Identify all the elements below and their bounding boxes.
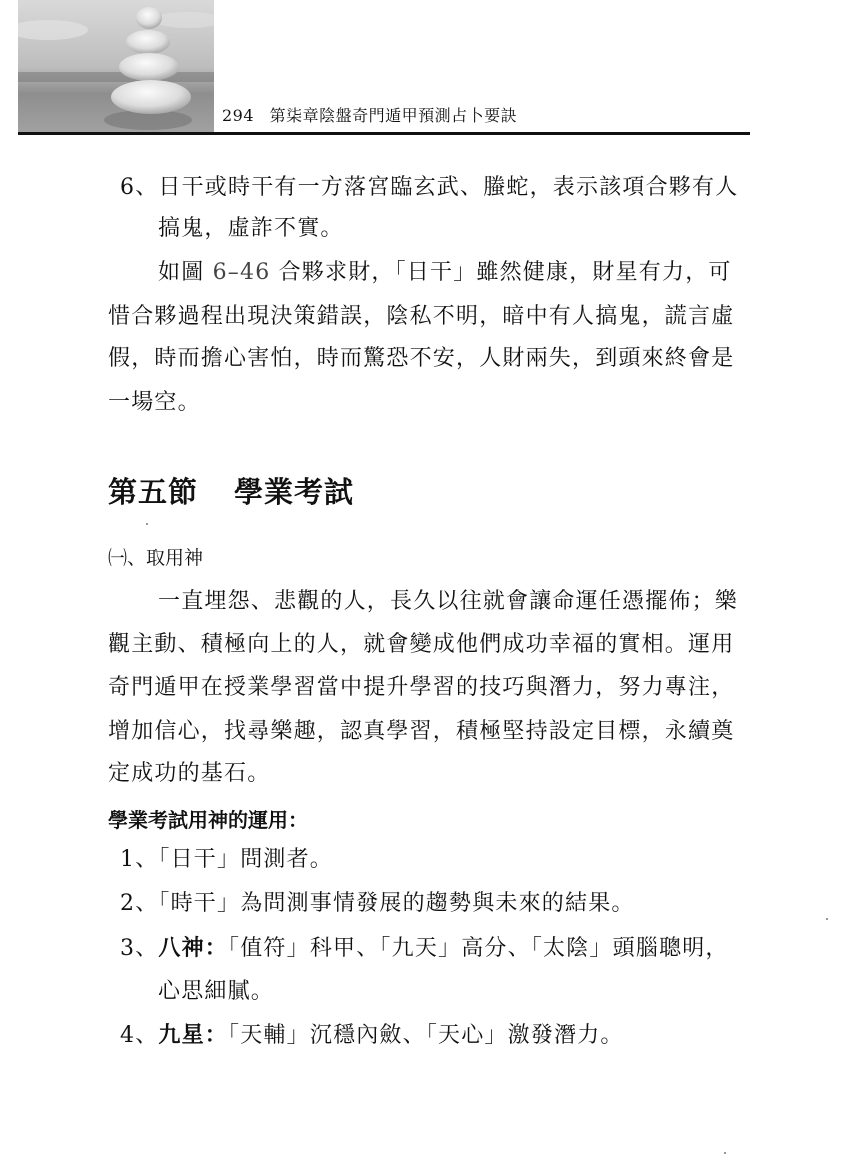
- list-item-2: 2、「時干」為問測事情發展的趨勢與未來的結果。: [120, 891, 635, 916]
- intro-line5: 定成功的基石。: [108, 761, 271, 786]
- running-head: [222, 103, 517, 126]
- example-lead: 如圖: [158, 260, 205, 285]
- list-item-3-line2: 心思細膩。: [158, 979, 275, 1004]
- subsection-heading: ㈠、取用神: [108, 547, 204, 569]
- item3-text: 「值符」科甲、「九天」高分、「太陰」頭腦聰明，: [228, 936, 729, 961]
- section-title: 學業考試: [234, 475, 355, 509]
- item4-text: 「天輔」沉穩內斂、「天心」激發潛力。: [228, 1023, 624, 1048]
- item3-number: 3、: [120, 936, 159, 961]
- list-item-3: [120, 934, 729, 963]
- stacked-stones-image: [18, 0, 214, 134]
- item4-label: 九星：: [158, 1022, 229, 1048]
- item3-label: 八神：: [158, 935, 229, 961]
- list-item-1: 1、「日干」問測者。: [120, 847, 333, 872]
- header-stones-photo: [18, 0, 214, 134]
- running-title: 第柒章陰盤奇門遁甲預測占卜要訣: [269, 106, 518, 125]
- example-line3: 假，時而擔心害怕，時而驚恐不安，人財兩失，到頭來終會是: [108, 346, 735, 371]
- intro-line1: 一直埋怨、悲觀的人，長久以往就會讓命運任憑擺佈；樂: [158, 589, 739, 614]
- figure-reference: 6–46: [212, 260, 271, 285]
- intro-line2: 觀主動、積極向上的人，就會變成他們成功幸福的實相。運用: [108, 632, 735, 657]
- example-line4: 一場空。: [108, 390, 201, 415]
- section-number: 第五節: [108, 475, 199, 509]
- list-item-4: [120, 1021, 624, 1050]
- section-heading: [108, 470, 354, 511]
- scan-speck: [724, 1152, 726, 1154]
- intro-line3: 奇門遁甲在授業學習當中提升學習的技巧與潛力，努力專注，: [108, 675, 735, 700]
- page-number: 294: [222, 106, 255, 125]
- example-line1-rest: 合夥求財，「日干」雖然健康，財星有力，可: [278, 260, 732, 285]
- header-rule: [18, 132, 750, 135]
- intro-line4: 增加信心，找尋樂趣，認真學習，積極堅持設定目標，永續奠: [108, 719, 735, 744]
- scan-speck: [826, 918, 828, 920]
- example-line1: [158, 259, 732, 287]
- item4-number: 4、: [120, 1023, 159, 1048]
- scan-speck: [146, 523, 148, 525]
- example-line2: 惜合夥過程出現決策錯誤，陰私不明，暗中有人搞鬼，謊言虛: [108, 304, 735, 329]
- item6-line2: 搞鬼，虛詐不實。: [158, 216, 344, 241]
- usage-heading: 學業考試用神的運用：: [108, 808, 308, 832]
- item6-line1: 6、日干或時干有一方落宮臨玄武、螣蛇，表示該項合夥有人: [120, 175, 739, 200]
